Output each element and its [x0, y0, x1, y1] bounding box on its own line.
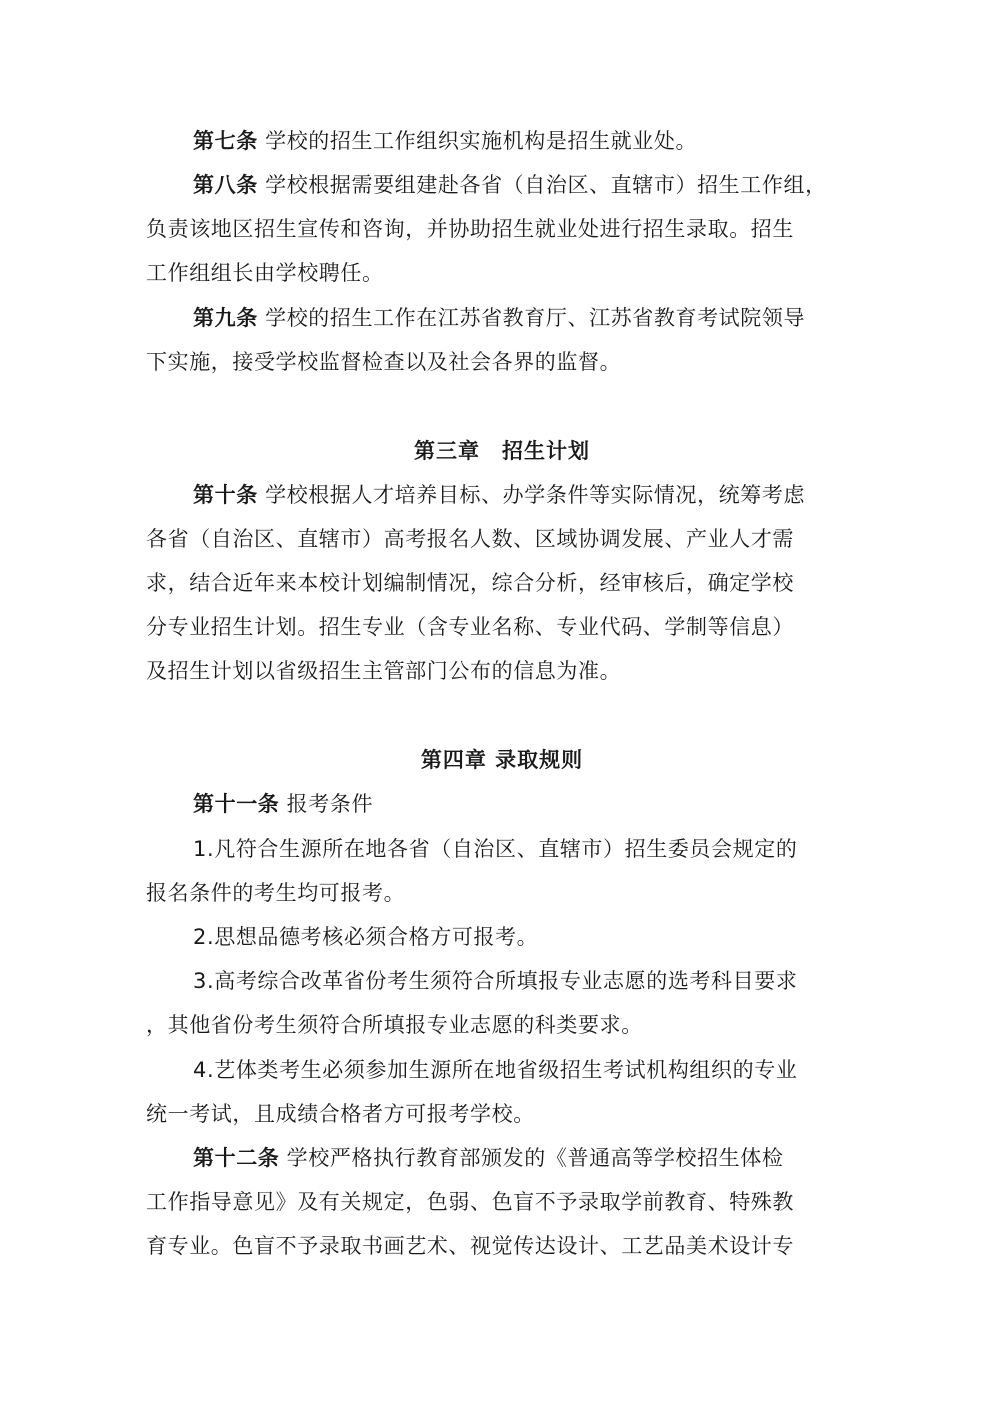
article-11-item-1-line-1: 1.凡符合生源所在地各省（自治区、直辖市）招生委员会规定的 — [193, 837, 798, 861]
article-8-line-3: 工作组组长由学校聘任。 — [146, 261, 384, 285]
article-label: 第九条 — [193, 306, 258, 330]
article-10-line-3: 求，结合近年来本校计划编制情况，综合分析，经审核后，确定学校 — [146, 571, 794, 595]
article-text: 学校的招生工作组织实施机构是招生就业处。 — [257, 129, 698, 153]
article-10-line-5: 及招生计划以省级招生主管部门公布的信息为准。 — [146, 659, 622, 683]
article-text: 学校根据需要组建赴各省（自治区、直辖市）招生工作组， — [257, 173, 827, 197]
article-12-line-1 — [193, 1141, 858, 1175]
article-7 — [193, 124, 858, 158]
article-11-item-1-line-2: 报名条件的考生均可报考。 — [146, 881, 406, 905]
chapter-3-heading: 第三章 招生计划 — [414, 439, 590, 463]
article-label: 第七条 — [193, 129, 258, 153]
chapter-4-heading: 第四章 录取规则 — [420, 748, 584, 772]
article-10-line-4: 分专业招生计划。招生专业（含专业名称、专业代码、学制等信息） — [146, 615, 794, 639]
article-text: 学校严格执行教育部颁发的《普通高等学校招生体检 — [279, 1146, 784, 1170]
article-10-line-1 — [193, 478, 858, 512]
article-12-line-2: 工作指导意见》及有关规定，色弱、色盲不予录取学前教育、特殊教 — [146, 1190, 794, 1214]
article-11-item-4-line-2: 统一考试，且成绩合格者方可报考学校。 — [146, 1102, 535, 1126]
article-11-heading — [193, 787, 858, 821]
article-11-item-4-line-1: 4.艺体类考生必须参加生源所在地省级招生考试机构组织的专业 — [193, 1058, 798, 1082]
article-text: 学校根据人才培养目标、办学条件等实际情况，统筹考虑 — [257, 483, 806, 507]
article-11-item-3-line-2: ，其他省份考生须符合所填报专业志愿的科类要求。 — [146, 1013, 643, 1037]
article-label: 第十条 — [193, 483, 258, 507]
article-text: 学校的招生工作在江苏省教育厅、江苏省教育考试院领导 — [257, 306, 806, 330]
article-12-line-3: 育专业。色盲不予录取书画艺术、视觉传达设计、工艺品美术设计专 — [146, 1234, 794, 1258]
article-8-line-2: 负责该地区招生宣传和咨询，并协助招生就业处进行招生录取。招生 — [146, 217, 794, 241]
article-label: 第十一条 — [193, 792, 280, 816]
article-label: 第十二条 — [193, 1146, 280, 1170]
article-11-item-2: 2.思想品德考核必须合格方可报考。 — [193, 925, 539, 949]
article-9-line-2: 下实施，接受学校监督检查以及社会各界的监督。 — [146, 350, 622, 374]
article-text: 报考条件 — [279, 792, 374, 816]
article-8-line-1 — [193, 168, 858, 202]
article-9-line-1 — [193, 301, 858, 335]
article-11-item-3-line-1: 3.高考综合改革省份考生须符合所填报专业志愿的选考科目要求 — [193, 969, 798, 993]
article-label: 第八条 — [193, 173, 258, 197]
article-10-line-2: 各省（自治区、直辖市）高考报名人数、区域协调发展、产业人才需 — [146, 527, 794, 551]
